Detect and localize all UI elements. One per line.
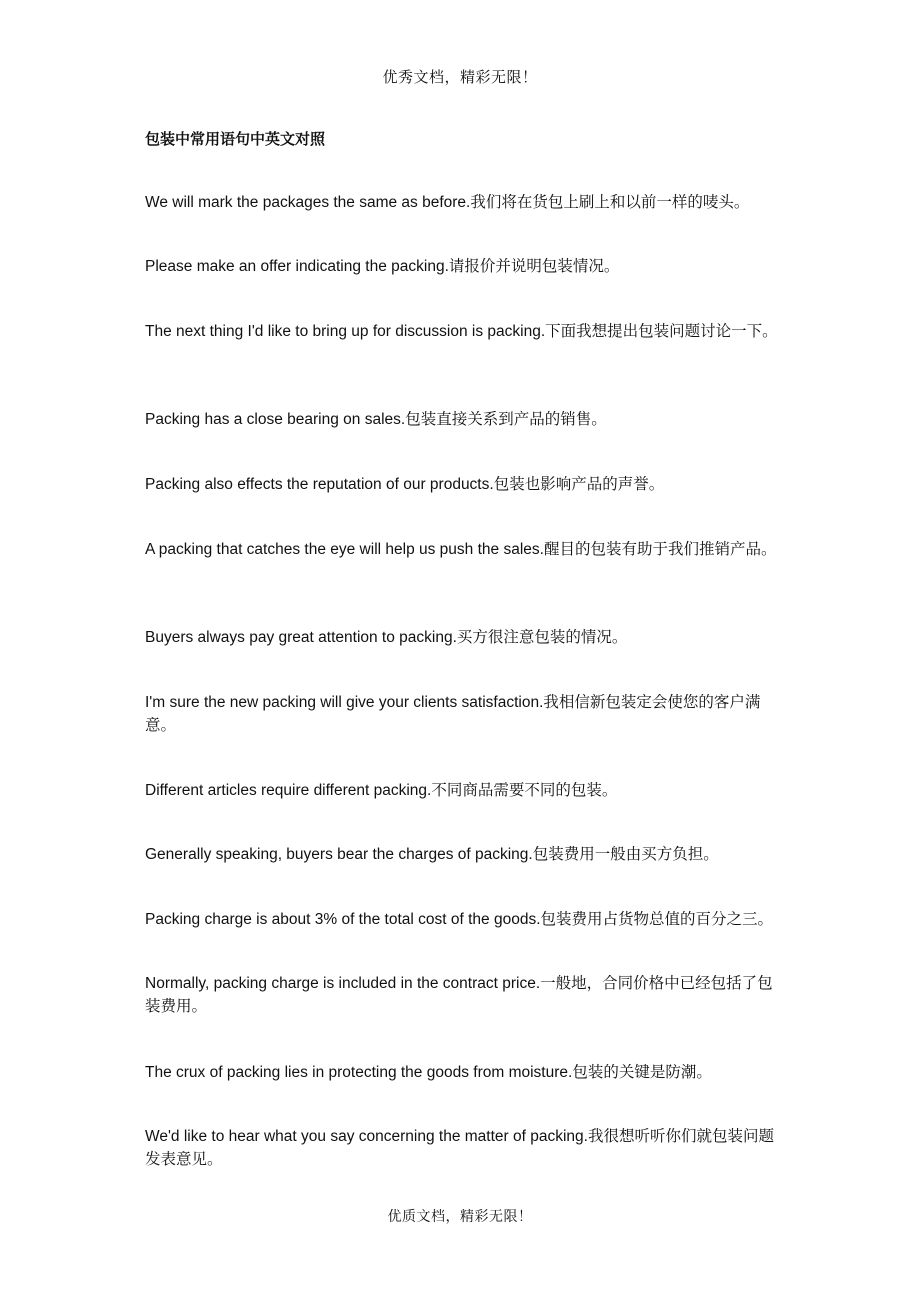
chinese-text: 不同商品需要不同的包装。 [431, 781, 618, 799]
phrase-entry [145, 1125, 785, 1171]
english-text: Buyers always pay great attention to packing. [145, 629, 457, 646]
english-text: A packing that catches the eye will help us push the sales. [145, 541, 544, 558]
chinese-text: 我很想听听你们就包装问题发表意见。 [145, 1127, 774, 1168]
chinese-text: 请报价并说明包装情况。 [448, 257, 620, 275]
phrase-entry [145, 779, 785, 802]
english-text: Please make an offer indicating the packing. [145, 258, 449, 275]
phrase-entry [145, 972, 785, 1018]
english-text: Different articles require different packing. [145, 782, 432, 799]
page-footer: 优质文档，精彩无限！ [387, 1209, 533, 1225]
phrase-entry [145, 908, 785, 931]
chinese-text: 我相信新包装定会使您的客户满意。 [145, 693, 761, 734]
chinese-text: 一般地，合同价格中已经包括了包装费用。 [145, 974, 773, 1015]
phrase-entry [145, 255, 785, 278]
chinese-text: 包装也影响产品的声誉。 [493, 475, 665, 493]
english-text: The next thing I'd like to bring up for discussion is packing. [145, 323, 546, 340]
english-text: Packing has a close bearing on sales. [145, 411, 406, 428]
chinese-text: 我们将在货包上刷上和以前一样的唛头。 [470, 193, 750, 211]
english-text: Generally speaking, buyers bear the charges of packing. [145, 846, 533, 863]
english-text: The crux of packing lies in protecting the goods from moisture. [145, 1064, 573, 1081]
phrase-entry [145, 843, 785, 866]
phrase-entry [145, 538, 785, 561]
phrase-entry [145, 473, 785, 496]
phrase-entry [145, 408, 785, 431]
phrase-entry [145, 691, 785, 737]
chinese-text: 醒目的包装有助于我们推销产品。 [543, 540, 777, 558]
english-text: I'm sure the new packing will give your clients satisfaction. [145, 694, 544, 711]
chinese-text: 包装费用一般由买方负担。 [532, 845, 719, 863]
english-text: Normally, packing charge is included in the contract price. [145, 975, 541, 992]
english-text: Packing charge is about 3% of the total cost of the goods. [145, 911, 541, 928]
chinese-text: 包装直接关系到产品的销售。 [405, 410, 607, 428]
page-header: 优秀文档，精彩无限！ [382, 68, 538, 86]
phrase-entry [145, 1061, 785, 1084]
chinese-text: 下面我想提出包装问题讨论一下。 [545, 322, 778, 340]
english-text: We will mark the packages the same as before. [145, 194, 471, 211]
phrase-entry [145, 320, 785, 343]
english-text: We'd like to hear what you say concerning the matter of packing. [145, 1128, 588, 1145]
chinese-text: 包装费用占货物总值的百分之三。 [540, 910, 774, 928]
chinese-text: 买方很注意包装的情况。 [456, 628, 628, 646]
english-text: Packing also effects the reputation of our products. [145, 476, 494, 493]
phrase-entry [145, 191, 785, 214]
chinese-text: 包装的关键是防潮。 [572, 1063, 712, 1081]
phrase-entry [145, 626, 785, 649]
document-title: 包装中常用语句中英文对照 [145, 130, 326, 148]
